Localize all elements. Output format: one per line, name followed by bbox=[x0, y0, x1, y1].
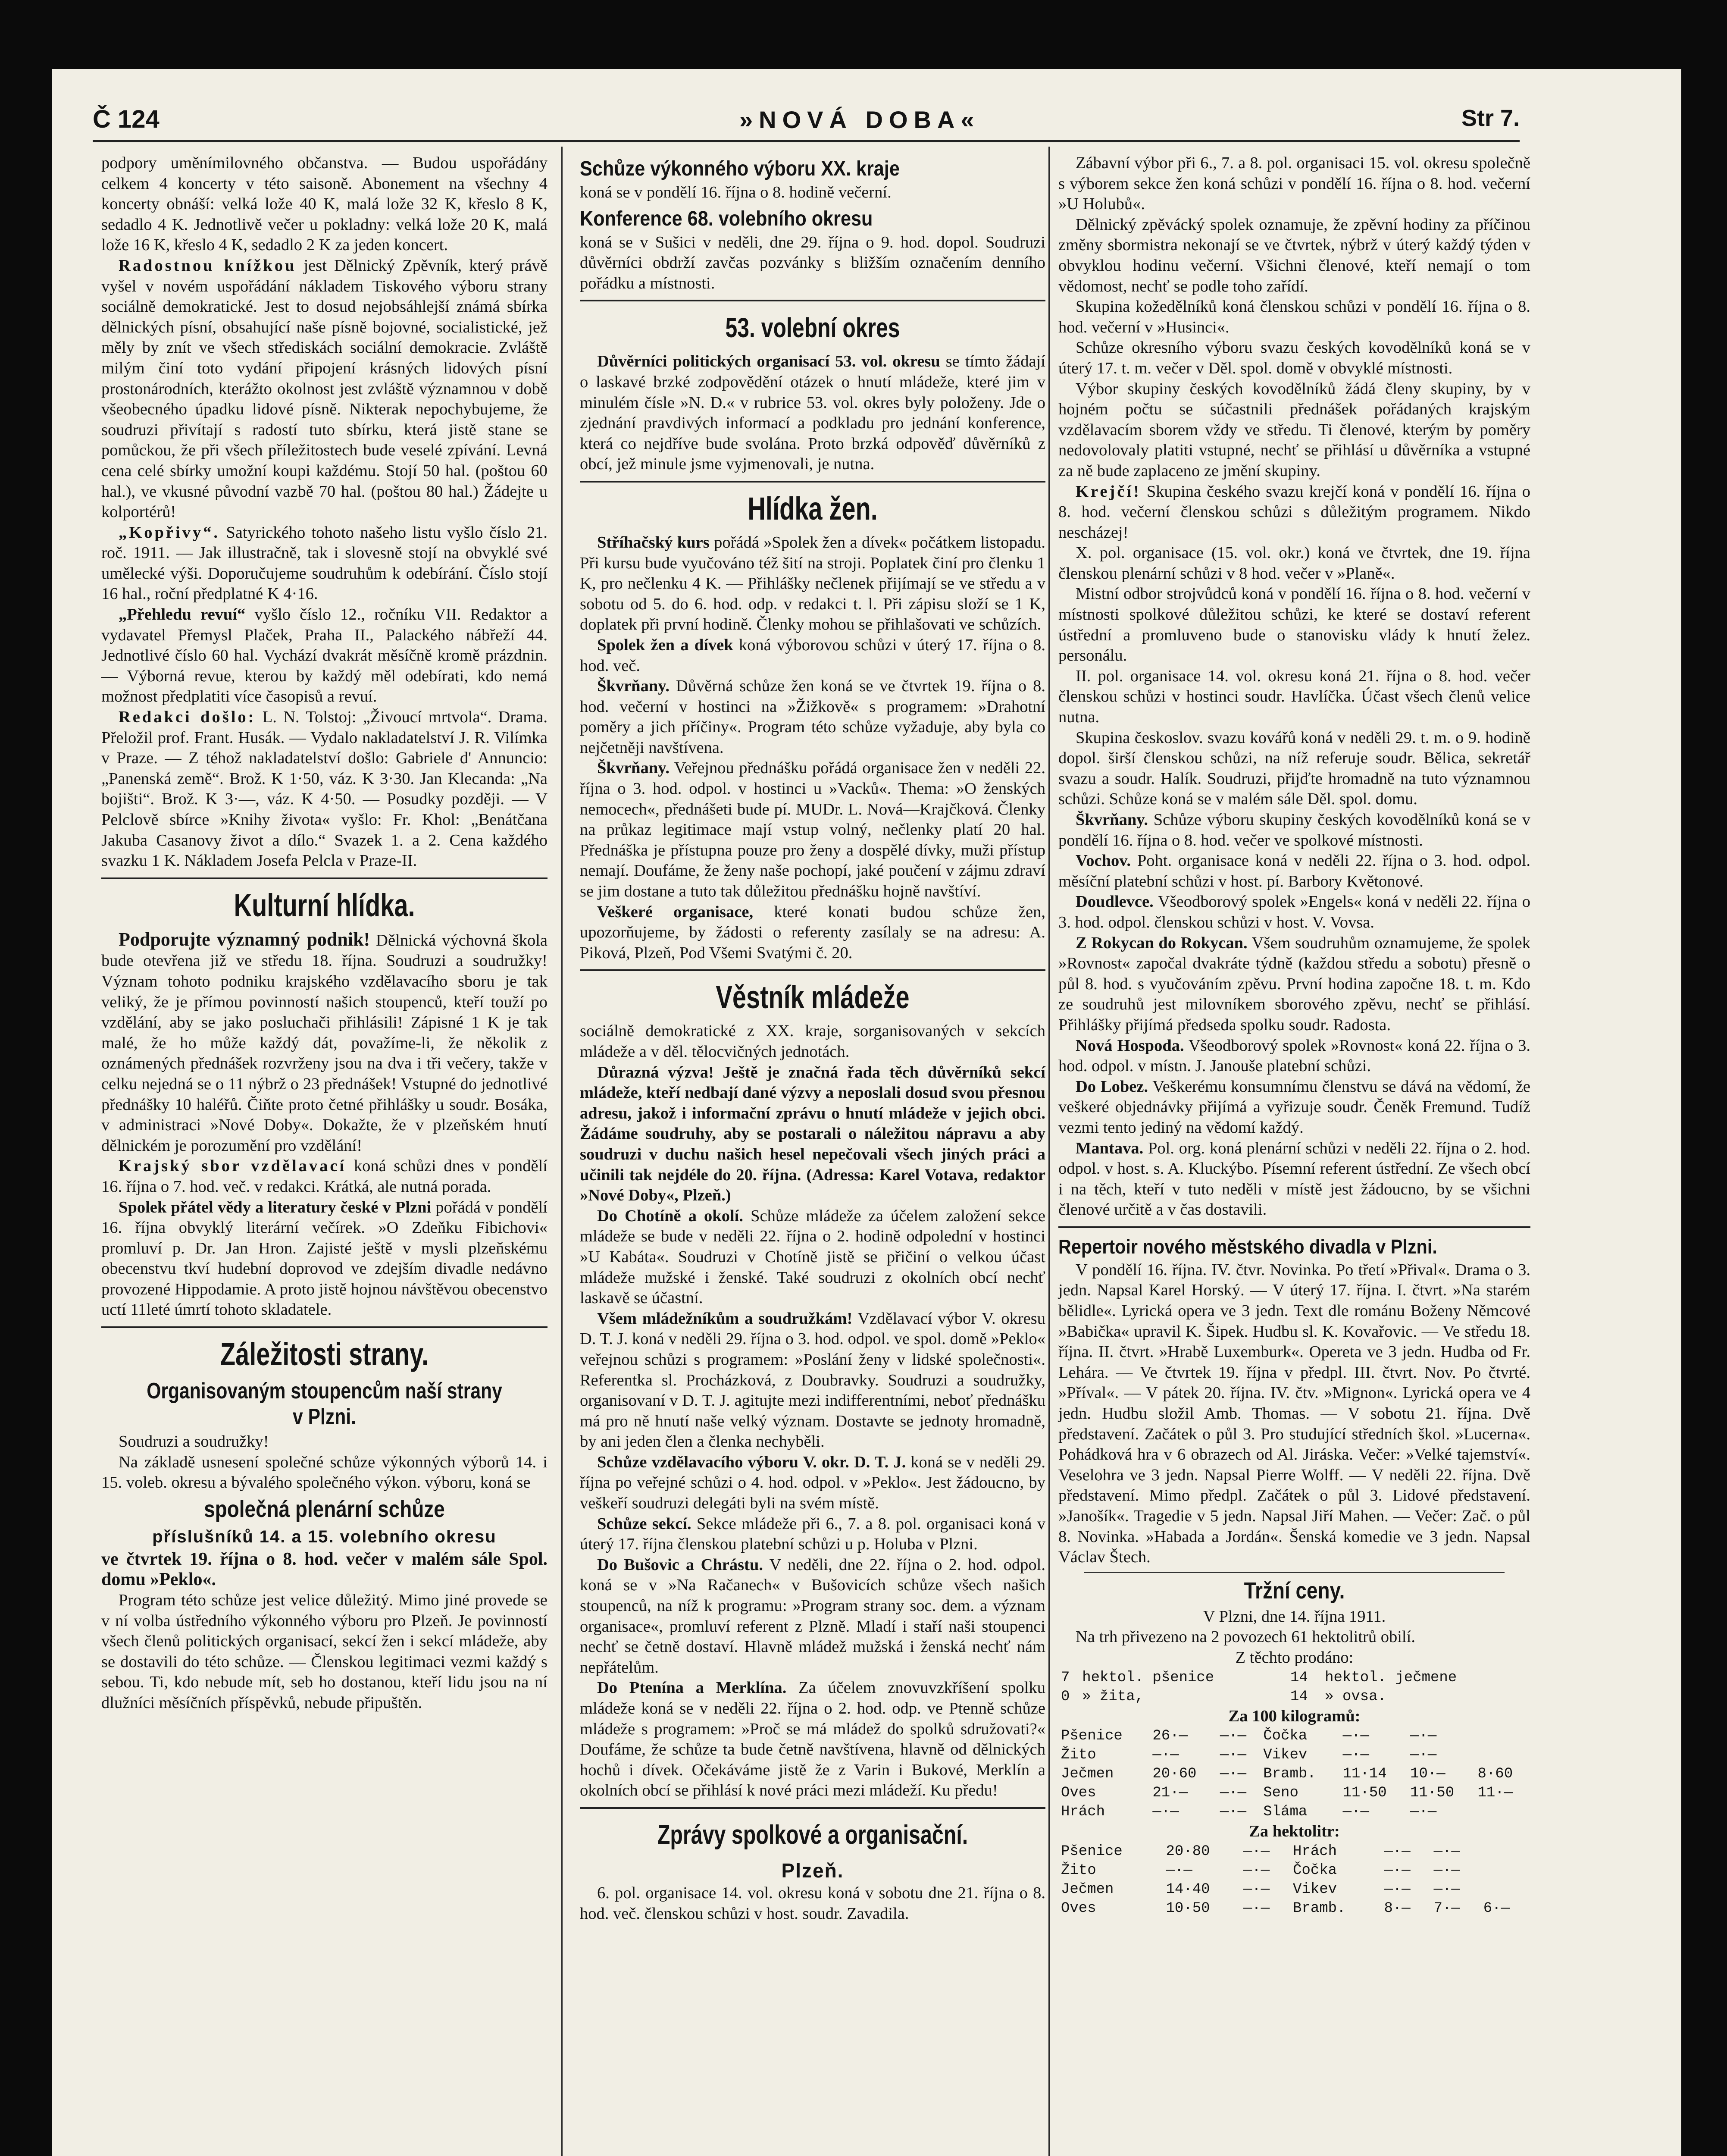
article-paragraph: Krejčí! Skupina českého svazu krejčí koná v pondělí 16. října o 8. hod. večerní členskou schůzi s důležitým programem. Nikdo nescházej! bbox=[1058, 482, 1530, 542]
article-paragraph: Do Bušovic a Chrástu. V neděli, dne 22. října o 2. hod. odpol. koná se v »Na Račanech« v Bušovicích schůze všech našich stoupenců, na níž k programu: »Program strany soc. dem. a význam organisace«, promluví referent z Plzně. Mladí i staří naši stoupenci nechť se četně dostaví. Hlavně mládež mužská i ženská nechť nám nepřátelům. bbox=[580, 1555, 1045, 1677]
table-cell: » žita, bbox=[1082, 1688, 1144, 1705]
article-paragraph: Mantava. Pol. org. koná plenární schůzi v neděli 22. října o 2. hod. odpol. v host. s. A. Kluckýbo. Písemní referent ústřední. Ze všech obcí i na těch, kteří v tuto neděli v místě jest žádoucno, by se všichni členové určitě a v čas dostavili. bbox=[1058, 1139, 1530, 1219]
article-paragraph: Dělnický zpěvácký spolek oznamuje, že zpěvní hodiny za příčinou změny sbormistra nekonají se ve čtvrtek, nýbrž v úterý každý týden v obvyklou hodinu večerní. Všichni členové, kteří nemají o tom vědomost, nechť se podle toho zařídí. bbox=[1058, 215, 1530, 295]
table-row bbox=[1058, 1764, 1530, 1783]
announcement-headline: společná plenární schůze bbox=[204, 1496, 445, 1522]
table-cell: Vikev bbox=[1293, 1881, 1337, 1898]
table-cell: 11·50 bbox=[1342, 1785, 1387, 1802]
table-cell: 14·40 bbox=[1166, 1881, 1210, 1898]
article-paragraph: Důrazná výzva! Ještě je značná řada těch důvěrníků sekcí mládeže, kteří nedbají dané výzvy a neposlali dosud svou přesnou adresu, jakož i informační zprávu o hnutí mládeže v jejich obci. Žádáme soudruhy, aby se postarali o náležitou nápravu a aby soudruzi v duchu našich hesel nepečovali všech jiných práci a učinili tak nejdéle do 20. října. (Adressa: Karel Votava, redaktor »Nové Doby«, Plzeň.) bbox=[580, 1063, 1045, 1205]
table-cell: —·— bbox=[1384, 1862, 1411, 1879]
table-cell: —·— bbox=[1220, 1728, 1247, 1745]
article-paragraph: „Přehledu revuí“ vyšlo číslo 12., ročníku VII. Redaktor a vydavatel Přemysl Plaček, Praha II., Palackého nábřeží 44. Jednotlivé číslo 60 hal. Vychází dvakrát měsíčně kromě prázdnin. — Výborná revue, kterou by každý měl odebírati, kdo nemá možnost předplatiti více časopisů a revuí. bbox=[101, 605, 548, 706]
table-cell: 8·— bbox=[1384, 1900, 1411, 1917]
table-row bbox=[1058, 1687, 1530, 1706]
article-paragraph: Program této schůze jest velice důležitý. Mimo jiné provede se v ní volba ústředního výkonného výboru pro Plzeň. Je povinností všech členů politických organisací, sekcí žen i sekcí mládeže, aby se dostavili do této schůze. — Členskou legitimaci vezmi každý s sebou. Ti, kdo nebude mít, seb ho dostanou, kteří lidu jsou na ní dlužníci měsíčních příspěvků, nebude připuštěn. bbox=[101, 1591, 548, 1712]
article-paragraph: Skupina kožedělníků koná členskou schůzi v pondělí 16. října o 8. hod. večerní v »Husinci«. bbox=[1058, 298, 1530, 336]
article-paragraph: Na trh přivezeno na 2 povozech 61 hektolitrů obilí. bbox=[1076, 1628, 1415, 1646]
table-cell: Vikev bbox=[1263, 1747, 1308, 1764]
table-cell: 20·60 bbox=[1152, 1766, 1197, 1783]
article-paragraph: podpory uměnímilovného občanstva. — Budou uspořádány celkem 4 koncerty v této saisoně. Abonement na všechny 4 koncerty obnáší: velká lože 40 K, malá lože 32 K, křeslo 8 K, sedadlo 4 K. Jednotlivě večer u pokladny: velká lože 20 K, malá lože 16 K, křeslo 4 K, sedadlo 2 K za jeden koncert. bbox=[101, 154, 548, 254]
table-cell: Hrách bbox=[1293, 1843, 1337, 1860]
section-rule bbox=[580, 300, 1045, 301]
table-cell: —·— bbox=[1384, 1881, 1411, 1898]
table-row bbox=[1058, 1861, 1530, 1880]
table-cell bbox=[1475, 1802, 1531, 1821]
table-cell: Sláma bbox=[1263, 1804, 1308, 1821]
article-paragraph: Důvěrníci politických organisací 53. vol. okresu se tímto žádají o laskavé brzké zodpovědění otázek o hnutí mládeže, které jim v minulém čísle »N. D.« v rubrice 53. vol. okres byly položeny. Jde o zjednání pravdivých informací a podkladu pro jednání konference, která co nejdříve bude svolána. Proto brzká odpověď důvěrníků z obcí, jež minule jsme vyjmenovali, je nutna. bbox=[580, 352, 1046, 473]
price-table-kg bbox=[1058, 1727, 1530, 1821]
table-cell: Čočka bbox=[1293, 1862, 1337, 1879]
article-paragraph: Nová Hospoda. Všeodborový spolek »Rovnost« koná 22. října o 3. hod. odpol. v místn. J. Janouše platební schůzi. bbox=[1058, 1036, 1531, 1075]
article-heading: Repertoir nového městského divadla v Plzni. bbox=[1058, 1235, 1437, 1258]
table-cell: hektol. ječmene bbox=[1325, 1669, 1457, 1686]
market-date: V Plzni, dne 14. října 1911. bbox=[1203, 1607, 1386, 1626]
table-cell: 11·50 bbox=[1410, 1785, 1455, 1802]
table-cell: —·— bbox=[1220, 1785, 1247, 1802]
article-paragraph: „Kopřivy“. Satyrického tohoto našeho listu vyšlo číslo 21. roč. 1911. — Jak illustračně, tak i slovesně stojí na obvyklé své umělecké výši. Doporučujeme soudruhům k odebírání. Číslo stojí 16 hal., roční předplatné K 4·16. bbox=[101, 523, 548, 603]
article-paragraph: Skupina českoslov. svazu kovářů koná v neděli 29. t. m. o 9. hodině dopol. širší členskou schůzi, na níž referuje soudr. Bělica, sekretář svazu a soudr. Halík. Soudruzi, přijďte hromadně na tuto významnou schůzi. Schůze koná se v malém sále Děl. spol. domu. bbox=[1058, 728, 1530, 808]
section-rule bbox=[101, 877, 548, 879]
article-paragraph: Škvrňany. Důvěrná schůze žen koná se ve čtvrtek 19. října o 8. hod. večerní v hostinci na »Žižkově« s programem: »Drahotní poměry a jich příčiny«. Program této schůze vyžaduje, aby byla co nejčetněji navštívena. bbox=[580, 677, 1045, 757]
section-rule bbox=[580, 1807, 1045, 1809]
table-cell: 26·— bbox=[1152, 1728, 1188, 1745]
table-row bbox=[1058, 1880, 1530, 1899]
table-cell: —·— bbox=[1433, 1843, 1460, 1860]
price-unit-label: Za hektolitr: bbox=[1249, 1822, 1340, 1841]
article-paragraph: Z Rokycan do Rokycan. Všem soudruhům oznamujeme, že spolek »Rovnost« započal dvakráte týdně (každou středu a sobotu) přesně o půl 8. hod. s vyučováním zpěvu. První hodina započne 18. t. m. Kdo ze soudruhů jest milovníkem sborového zpěvu, nechť se přihlásí. Přihlášky přijímá předseda spolku soudr. Radosta. bbox=[1058, 934, 1530, 1034]
page-number-left: Č 124 bbox=[93, 105, 160, 133]
table-cell: —·— bbox=[1152, 1804, 1179, 1821]
section-rule bbox=[580, 481, 1045, 483]
table-cell: 7·— bbox=[1433, 1900, 1460, 1917]
article-paragraph: Výbor skupiny českých kovodělníků žádá členy skupiny, by v hojném počtu se súčastnili přednášek pořádaných krajským vzdělavacím sborem vždy ve středu. Ti členové, kterým by poměry nedovolovaly platiti vstupné, nechť se přihlásí u důvěrníka a vstupné za ně bude zaplaceno ze jmění skupiny. bbox=[1058, 379, 1530, 480]
table-row bbox=[1058, 1783, 1530, 1802]
table-cell: —·— bbox=[1410, 1728, 1437, 1745]
table-cell: —·— bbox=[1220, 1747, 1247, 1764]
table-cell: —·— bbox=[1243, 1862, 1270, 1879]
table-cell: Ječmen bbox=[1061, 1766, 1114, 1783]
table-cell bbox=[1481, 1861, 1530, 1880]
article-heading: Schůze výkonného výboru XX. kraje bbox=[580, 157, 900, 180]
sold-table-grid bbox=[1058, 1668, 1530, 1706]
announcement-subheadline: příslušníků 14. a 15. volebního okresu bbox=[152, 1527, 497, 1546]
article-paragraph: Doudlevce. Všeodborový spolek »Engels« koná v neděli 22. října o 3. hod. odpol. členskou schůzi v host. V. Vovsa. bbox=[1058, 893, 1530, 931]
table-cell: Pšenice bbox=[1061, 1728, 1123, 1745]
table-cell: 20·80 bbox=[1166, 1843, 1210, 1860]
table-cell: 10·— bbox=[1410, 1766, 1445, 1783]
column-2 bbox=[580, 153, 1045, 1924]
table-cell: 11·14 bbox=[1342, 1766, 1387, 1783]
table-cell bbox=[1481, 1880, 1530, 1899]
article-paragraph: Spolek žen a dívek koná výborovou schůzi v úterý 17. října o 8. hod. več. bbox=[580, 636, 1046, 675]
section-heading: 53. volební okres bbox=[725, 312, 900, 344]
newspaper-title: »NOVÁ DOBA« bbox=[739, 106, 980, 133]
table-cell: Oves bbox=[1061, 1900, 1096, 1917]
sold-table bbox=[1058, 1668, 1530, 1706]
article-paragraph: Z těchto prodáno: bbox=[1235, 1648, 1354, 1667]
article-paragraph: Redakci došlo: L. N. Tolstoj: „Živoucí mrtvola“. Drama. Přeložil prof. Frant. Husák. — Vydalo nakladatelství J. R. Vilímka v Praze. — Z téhož nakladatelství došlo: Gabriele d' Annuncio: „Panenská země“. Brož. K 1·50, váz. K 3·30. Jan Klecanda: „Na bojišti“. Brož. K 3·—, váz. K 4·50. — Posudky později. — V Pelclově sbírce »Knihy života« vyšlo: Fr. Khol: „Benátčana Jakuba Casanovy život a dílo.“ Svazek 1. a 2. Cena každého svazku 1 K. Nákladem Josefa Pelcla v Praze-II. bbox=[101, 708, 548, 870]
table-cell: Bramb. bbox=[1293, 1900, 1346, 1917]
article-paragraph: Mistní odbor strojvůdců koná v pondělí 16. října o 8. hod. večerní v místnosti spolkové důležitou schůzi, ke které se dostaví referent ústřední a promluveno bude o stanovisku vlády k hnutí želez. personálu. bbox=[1058, 585, 1530, 665]
price-table-hl bbox=[1058, 1842, 1530, 1918]
table-cell: —·— bbox=[1166, 1862, 1192, 1879]
section-subheading: Organisovaným stoupencům naší strany v Plzni. bbox=[147, 1379, 502, 1430]
article-paragraph: Na základě usnesení společné schůze výkonných výborů 14. i 15. voleb. okresu a bývalého společného výkon. výboru, koná se bbox=[101, 1453, 548, 1492]
article-paragraph: 6. pol. organisace 14. vol. okresu koná v sobotu dne 21. října o 8. hod. več. členskou schůzi v host. soudr. Zavadila. bbox=[580, 1883, 1045, 1923]
section-heading: Zprávy spolkové a organisační. bbox=[657, 1820, 968, 1850]
page-header bbox=[93, 101, 1520, 142]
table-cell: —·— bbox=[1433, 1881, 1460, 1898]
section-subheading: Plzeň. bbox=[781, 1859, 844, 1882]
table-cell: —·— bbox=[1342, 1747, 1369, 1764]
article-paragraph: Podporujte významný podnik! Dělnická výchovná škola bude otevřena již ve středu 18. října. Soudruzi a soudružky! Význam tohoto podniku krajského vzdělavacího sboru je tak veliký, že je přímou povinností našich stoupenců, kteří touží po vzdělání, aby se jako posluchači přihlásili! Zápisné 1 K je tak malé, že ho může každý dát, považíme-li, že několik z oznámených přednášek rozvrženy jsou na dva i tři večery, takže v celku nejedná se o 11 nýbrž o 23 přednášek! Vstupné do jednotlivé přednášky 10 haléřů. Čiňte proto četné přihlášky u soudr. Bosáka, v administraci »Nové Doby«. Dokažte, že v plzeňském hnutí dělnickém je porozumění pro vzdělání! bbox=[101, 928, 548, 1155]
article-paragraph: Schůze sekcí. Sekce mládeže při 6., 7. a 8. pol. organisaci koná v úterý 17. října členskou platební schůzi u p. Holuba v Plzni. bbox=[580, 1514, 1045, 1554]
article-paragraph: Stříhačský kurs pořádá »Spolek žen a dívek« počátkem listopadu. Při kursu bude vyučováno též šití na stroji. Poplatek činí pro členku 1 K, pro nečlenku 4 K. — Přihlášky nečlenek přijímají se ve středu a v sobotu od 5. do 6. hod. odp. v redakci t. l. Při zápisu složí se 1 K, doplatek při první hodině. Členky mohou se přihlašovati ve schůzích. bbox=[580, 533, 1045, 634]
column-3 bbox=[1058, 153, 1530, 1918]
article-paragraph: Do Chotíně a okolí. Schůze mládeže za účelem založení sekce mládeže se bude v neděli 22. října o 2. hodině odpolední v hostinci »U Kabáta«. Soudruzi v Chotíně jistě se přičiní o velkou účast mládeže mužské i ženské. Také soudruzi z okolních obcí nechť laskavě se účastní. bbox=[580, 1206, 1046, 1307]
table-row bbox=[1058, 1727, 1530, 1745]
section-heading: Hlídka žen. bbox=[748, 490, 878, 526]
table-cell: » ovsa. bbox=[1325, 1688, 1386, 1705]
table-cell: Žito bbox=[1061, 1862, 1096, 1879]
section-heading: Záležitosti strany. bbox=[220, 1336, 429, 1373]
table-cell bbox=[1481, 1842, 1530, 1861]
table-row bbox=[1058, 1668, 1530, 1687]
table-cell: —·— bbox=[1410, 1804, 1437, 1821]
article-heading: Konference 68. volebního okresu bbox=[580, 207, 873, 230]
article-heading: Tržní ceny. bbox=[1244, 1577, 1345, 1604]
table-cell: —·— bbox=[1243, 1900, 1270, 1917]
section-rule bbox=[101, 1326, 548, 1328]
table-cell: —·— bbox=[1220, 1804, 1247, 1821]
article-paragraph: Veškeré organisace, které konati budou schůze žen, upozorňujeme, by žádosti o referenty zasílaly se na adresu: A. Piková, Plzeň, Pod Všemi Svatými č. 20. bbox=[580, 903, 1045, 962]
table-cell: 10·50 bbox=[1166, 1900, 1210, 1917]
page-number-right: Str 7. bbox=[1461, 105, 1520, 131]
article-paragraph: Radostnou knížkou jest Dělnický Zpěvník, který právě vyšel v novém uspořádání nákladem Tiskového výboru strany sociálně demokratické. Jest to dosud nejobsáhlejší známá sbírka dělnických písní, obsahující naše písně bojovné, socialistické, jež měly by znít ve všech střediskách sociální demokracie. Zvláště milým činí toto vydání připojení krásných lidových písní prostonárodních, kterážto okolnost jest zvláště významnou v době všeobecného úpadku lidové písně. Nikterak nepochybujeme, že soudruzi přivítají s radostí tuto sbírku, která jistě stane se pomůckou, že při všech příležitostech bude veselé zpívání. Levná cena celé sbírky umožní koupi každému. Stojí 50 hal. (poštou 60 hal.), ve vkusné původní vazbě 70 hal. (poštou 80 hal.) Žádejte u kolportérů! bbox=[101, 256, 548, 521]
article-paragraph: II. pol. organisace 14. vol. okresu koná 21. října o 8. hod. večer členskou schůzi v hostinci soudr. Havlíčka. Účast všech členů velice nutna. bbox=[1058, 667, 1530, 727]
table-cell: 7 bbox=[1061, 1669, 1070, 1686]
article-paragraph: V pondělí 16. října. IV. čtvr. Novinka. Po třetí »Přival«. Drama o 3. jedn. Napsal Karel Horský. — V úterý 17. října. I. čtvrt. »Na starém bělidle«. Lyrická opera ve 3 jedn. Text dle románu Boženy Němcové »Babička« upravil K. Šipek. Hudbu sl. K. Kovařovic. — Ve středu 18. října. II. čtvrt. »Hrabě Luxemburk«. Opereta ve 3 jedn. Hudba od Fr. Lehára. — Ve čtvrtek 19. října v předpl. III. čtvrt. Nov. Po čtvrté. »Příval«. — V pátek 20. října. IV. čtv. »Mignon«. Lyrická opera ve 4 jedn. Hudbu složil Amb. Thomas. — V sobotu 21. října. Dvě představení. Začátek o půl 3. Pro studující středních škol. »Lucerna«. Pohádková hra v 6 obrazech od Al. Jiráska. Večer: »Velké tajemství«. Veselohra ve 3 jedn. Napsal Pierre Wolff. — V neděli 22. října. Dvě představení. Mimo předpl. Začátek o půl 3. Lidové představení. »Janošík«. Tragedie v 5 jedn. Napsal Jiří Mahen. — Večer: Zač. o půl 8. Novinka. »Habada a Jordán«. Šenská komedie ve 3 jedn. Napsal Václav Štech. bbox=[1058, 1260, 1530, 1567]
table-row bbox=[1058, 1802, 1530, 1821]
table-cell: —·— bbox=[1410, 1747, 1437, 1764]
table-cell: Seno bbox=[1263, 1785, 1298, 1802]
table-cell: Ječmen bbox=[1061, 1881, 1114, 1898]
table-cell: 14 bbox=[1290, 1688, 1308, 1705]
section-rule bbox=[1084, 1572, 1505, 1573]
article-paragraph: Krajský sbor vzdělavací koná schůzi dnes v pondělí 16. října o 7. hod. več. v redakci. Krátká, ale nutná porada. bbox=[101, 1157, 548, 1196]
table-row bbox=[1058, 1842, 1530, 1861]
table-cell: Hrách bbox=[1061, 1804, 1105, 1821]
table-cell: —·— bbox=[1152, 1747, 1179, 1764]
article-paragraph: Vochov. Poht. organisace koná v neděli 22. října o 3. hod. odpol. měsíční platební schůzi v host. pí. Barbory Květonové. bbox=[1058, 852, 1530, 890]
column-divider bbox=[1048, 147, 1050, 2156]
table-cell: Pšenice bbox=[1061, 1843, 1123, 1860]
table-cell: —·— bbox=[1342, 1728, 1369, 1745]
article-paragraph: Škvrňany. Schůze výboru skupiny českých kovodělníků koná se v pondělí 16. října o 8. hod. večer ve spolkové místnosti. bbox=[1058, 811, 1530, 849]
article-paragraph: Spolek přátel vědy a literatury české v Plzni pořádá v pondělí 16. října obvyklý literární večírek. »O Zdeňku Fibichovi« promluví p. Dr. Jan Hron. Zajisté ještě v mysli plzeňskému obecenstvu tkví hudební doprovod ve zdejším divadle nedávno provozené Hippodamie. A proto jistě hojnou návštěvou obecenstvo uctí 11leté úmrtí tohoto skladatele. bbox=[101, 1198, 548, 1319]
table-row bbox=[1058, 1899, 1530, 1918]
table-cell: Žito bbox=[1061, 1747, 1096, 1764]
table-cell: —·— bbox=[1243, 1843, 1270, 1860]
table-cell bbox=[1475, 1727, 1531, 1745]
article-paragraph: Do Ptenína a Merklína. Za účelem znovuvzkříšení spolku mládeže koná se v neděli 22. října o 2. hod. odp. ve Ptenně schůze mládeže s programem: »Proč se má mládež do spolků sdružovati?« Doufáme, že schůze ta bude četně navštívena, hlavně od dělnických hochů i dívek. Očekáváme jistě že z Varin i Bukové, Merklín a okolních obcí se přihlásí k nové práci mezi mládeží. Ku předu! bbox=[580, 1679, 1046, 1800]
price-table-kg-grid bbox=[1058, 1727, 1530, 1821]
table-cell: —·— bbox=[1220, 1766, 1247, 1783]
article-paragraph: koná se v Sušici v neděli, dne 29. října o 9. hod. dopol. Soudruzi důvěrníci obdrží zavčas pozvánky s bližším označením denního pořádku a místnosti. bbox=[580, 233, 1045, 292]
table-cell: 11·— bbox=[1477, 1785, 1513, 1802]
table-cell: —·— bbox=[1342, 1804, 1369, 1821]
article-paragraph: Do Lobez. Veškerému konsumnímu členstvu se dává na vědomí, že veškeré objednávky přijímá a vyřizuje soudr. Čeněk Fremund. Tudíž vezmi tento jediný na vědomí každý. bbox=[1058, 1077, 1530, 1137]
article-paragraph: koná se v pondělí 16. října o 8. hodině večerní. bbox=[580, 183, 892, 201]
article-paragraph: Schůze vzdělavacího výboru V. okr. D. T. J. koná se v neděli 29. října po veřejné schůzi o 4. hod. odpol. v »Peklo«. Jest žádoucno, by veškeří soudruzi delegáti byli na svém místě. bbox=[580, 1453, 1045, 1513]
article-paragraph: Schůze okresního výboru svazu českých kovodělníků koná se v úterý 17. t. m. večer v Děl. spol. domě v obvyklé místnosti. bbox=[1058, 338, 1530, 377]
section-heading: Kulturní hlídka. bbox=[234, 887, 415, 923]
column-divider bbox=[561, 147, 563, 2156]
price-unit-label: Za 100 kilogramů: bbox=[1228, 1707, 1361, 1725]
article-paragraph: Soudruzi a soudružky! bbox=[119, 1432, 269, 1451]
table-cell bbox=[1475, 1745, 1531, 1764]
table-cell: —·— bbox=[1433, 1862, 1460, 1879]
table-cell: Bramb. bbox=[1263, 1766, 1316, 1783]
section-rule bbox=[1058, 1226, 1530, 1228]
article-paragraph: X. pol. organisace (15. vol. okr.) koná ve čtvrtek, dne 19. října členskou plenární schůzi v 8 hod. večer v »Planě«. bbox=[1058, 544, 1530, 583]
announcement-datetime: ve čtvrtek 19. října o 8. hod. večer v malém sále Spol. domu »Peklo«. bbox=[101, 1549, 548, 1590]
price-table-hl-grid bbox=[1058, 1842, 1530, 1918]
table-cell: hektol. pšenice bbox=[1082, 1669, 1214, 1686]
table-cell: —·— bbox=[1243, 1881, 1270, 1898]
table-cell: 8·60 bbox=[1477, 1766, 1513, 1783]
article-paragraph: sociálně demokratické z XX. kraje, sorganisovaných v sekcích mládeže a v děl. tělocvičných jednotách. bbox=[580, 1022, 1045, 1061]
section-rule bbox=[580, 969, 1045, 971]
table-cell: 0 bbox=[1061, 1688, 1070, 1705]
article-paragraph: Škvrňany. Veřejnou přednášku pořádá organisace žen v neděli 22. října o 3. hod. odpol. v hostinci u »Vacků«. Thema: »O ženských nemocech«, přednášeti bude pí. MUDr. L. Nová—Krajčková. Členky na průkaz legitimace mají vstup volný, nečlenky platí 20 hal. Přednáška je přístupna pouze pro ženy a dospělé dívky, muži přístup nemají. Doufáme, že ženy naše pochopí, jaké poučení v zájmu zdraví se jim dostane a tuto tak důležitou přednášku hojně navštíví. bbox=[580, 759, 1045, 901]
table-row bbox=[1058, 1745, 1530, 1764]
table-cell: 21·— bbox=[1152, 1785, 1188, 1802]
article-paragraph: Zábavní výbor při 6., 7. a 8. pol. organisaci 15. vol. okresu společně s výborem sekce žen koná schůzi v pondělí 16. října o 8. hod. večerní »U Holubů«. bbox=[1058, 154, 1530, 213]
table-cell: 6·— bbox=[1483, 1900, 1510, 1917]
table-cell: 14 bbox=[1290, 1669, 1308, 1686]
table-cell: —·— bbox=[1384, 1843, 1411, 1860]
table-cell: Oves bbox=[1061, 1785, 1096, 1802]
table-cell: Čočka bbox=[1263, 1728, 1308, 1745]
article-paragraph: Všem mládežníkům a soudružkám! Vzdělavací výbor V. okresu D. T. J. koná v neděli 29. října o 3. hod. odpol. ve spol. domě »Peklo« veřejnou schůzi s programem: »Poslání ženy v lidské společnosti«. Referentka sl. Procházková, z Doubravky. Soudruzi a soudružky, organisovaní v D. T. J. agitujte mezi indifferentními, neboť přednášku má pro ně hnutí naše velký význam. Dostavte se jednoty hromadně, by ani jeden člen a členka nechyběli. bbox=[580, 1309, 1045, 1451]
section-heading: Věstník mládeže bbox=[716, 979, 910, 1015]
column-1 bbox=[101, 153, 548, 1714]
